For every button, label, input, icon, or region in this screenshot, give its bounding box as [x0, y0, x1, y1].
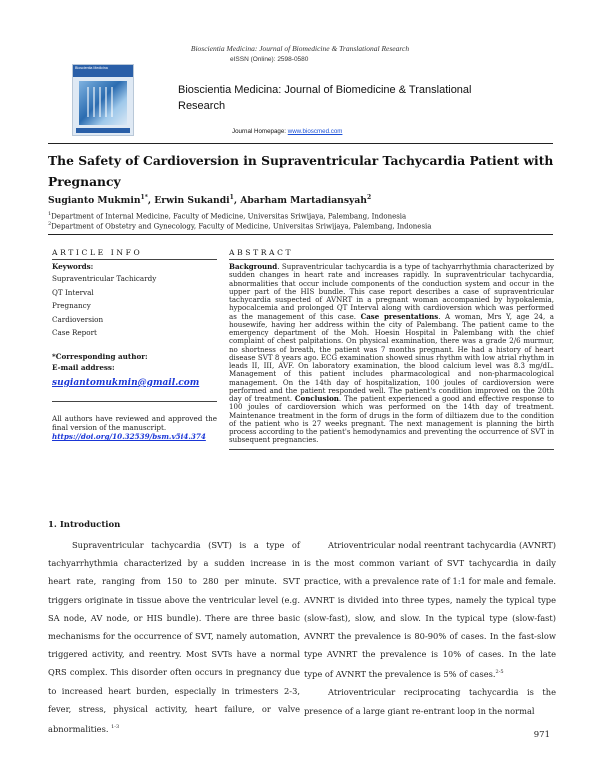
- info-divider: [52, 401, 217, 402]
- keyword-list: [52, 272, 217, 340]
- article-info-heading: ARTICLE INFO: [52, 248, 143, 257]
- case-label: Case presentations: [360, 311, 439, 321]
- author-name: Erwin Sukandi: [154, 195, 230, 207]
- abstract-heading: ABSTRACT: [229, 248, 294, 257]
- body-column-right: [304, 536, 556, 720]
- keyword: Case Report: [52, 328, 97, 338]
- cover-title: Bioscientia Medicina: [73, 65, 133, 77]
- article-info-panel: [52, 248, 217, 441]
- page-number: 971: [533, 730, 550, 740]
- abstract-divider: [229, 259, 554, 260]
- journal-cover-image: [72, 64, 134, 136]
- keyword: Cardioversion: [52, 314, 104, 324]
- header-divider: [48, 143, 553, 144]
- homepage-link[interactable]: www.bioscmed.com: [287, 128, 343, 135]
- affiliation: $^1$Department of Internal Medicine, Faculty of Medicine, Universitas Sriwijaya, Palembang, Indonesia: [48, 211, 407, 221]
- author-name: Abarham Martadiansyah: [240, 195, 367, 207]
- abstract-divider: [229, 449, 554, 450]
- keyword: QT Interval: [52, 287, 94, 297]
- author-name: Sugianto Mukmin: [48, 195, 141, 207]
- cover-footer-band: [76, 128, 130, 133]
- author-list: Sugianto Mukmin$^{1*}$, Erwin Sukandi$^1$, Abarham Martadiansyah$^2$: [48, 194, 372, 207]
- paragraph: Atrioventricular nodal reentrant tachycardia (AVNRT) is the most common variant of SVT tachycardia in daily practice, with a prevalence rate of 1:1 for male and female. AVNRT is divided into three types, namely the typical type (slow-fast), slow, and slow. In the typical type (slow-fast) AVNRT the prevalence is 80-90% of cases. In the fast-slow type AVNRT the prevalence is 10% of cases. In the late type of AVNRT the prevalence is 5% of cases.$^{2-5}$: [304, 540, 556, 680]
- conclusion-label: Conclusion: [294, 394, 339, 403]
- background-label: Background: [229, 262, 278, 271]
- corresponding-author-label: *Corresponding author:: [52, 351, 148, 361]
- journal-masthead: [70, 56, 540, 144]
- article-title: The Safety of Cardioversion in Supraventricular Tachycardia Patient with Pregnancy: [48, 153, 554, 189]
- section-divider: [48, 234, 553, 235]
- info-divider: [52, 259, 217, 260]
- cover-illustration: [79, 81, 127, 125]
- journal-homepage: [232, 128, 342, 135]
- keyword: Pregnancy: [52, 301, 91, 311]
- approval-statement: All authors have reviewed and approved the final version of the manuscript.: [52, 413, 217, 432]
- author-email-link[interactable]: sugiantomukmin@gmail.com: [52, 377, 200, 388]
- issn: eISSN (Online): 2598-0580: [230, 56, 309, 63]
- doi-link[interactable]: https://doi.org/10.32539/bsm.v5i4.374: [52, 432, 206, 442]
- keyword: Supraventricular Tachicardy: [52, 274, 157, 283]
- abstract-panel: [229, 248, 554, 450]
- running-head: Bioscientia Medicina: Journal of Biomedicine & Translational Research: [190, 44, 410, 53]
- paragraph: Supraventricular tachycardia (SVT) is a type of tachyarrhythmia characterized by a sudden increase in heart rate, ranging from 150 to 280 per minute. SVT triggers originate in tissue above the ventricular level (e.g. SA node, AV node, or HIS bundle). There are three basic mechanisms for the occurrence of SVT, namely automation, triggered activity, and reentry. Most SVTs have a normal QRS complex. This disorder often occurs in pregnancy due to increased heart burden, especially in trimesters 2-3, fever, stress, physical activity, heart failure, or valve abnormalities. $^{1-3}$: [48, 540, 300, 734]
- affiliation: $^2$Department of Obstetry and Gynecology, Faculty of Medicine, Universitas Sriwijaya, Palembang, Indonesia: [48, 221, 432, 231]
- body-column-left: [48, 536, 300, 738]
- homepage-label: Journal Homepage:: [232, 128, 287, 135]
- journal-name: Bioscientia Medicina: Journal of Biomedicine & Translational Research: [178, 84, 472, 112]
- keywords-label: Keywords:: [52, 262, 94, 271]
- introduction-heading: 1. Introduction: [48, 520, 121, 530]
- email-label: E-mail address:: [52, 362, 115, 372]
- abstract-text: Background. Supraventricular tachycardia is a type of tachyarrhythmia characterized by sudden changes in heart rate and increases rapidly. In supraventricular tachycardia, abnormalities that occur include components of the conduction system and occur in the upper part of the HIS bundle. This case report describes a case of supraventricular tachycardia suspected of AVNRT in a pregnant woman accompanied by hypokalemia, hypocalcemia and prolonged QT Interval along with cardioversion which was performed as the management of this case. Case presentations. A woman, Mrs Y, age 24, a housewife, having her address within the city of Palembang. The patient came to the emergency department of the Moh. Hoesin Hospital in Palembang with the chief complaint of chest palpitations. On physical examination, there was a grade 2/6 murmur, no shortness of breath, the patient was 7 months pregnant. He had a history of heart disease SVT 8 years ago. ECG examination showed sinus rhythm with low atrial rhythm in leads II, III, AVF. On laboratory examination, the blood calcium level was 8.3 mg/dL. Management of this patient includes pharmacological and non-pharmacological management. On the 14th day of hospitalization, 100 joules of cardioversion were performed and the patient responded well. The patient's condition improved on the 20th day of treatment. Conclusion. The patient experienced a good and effective response to 100 joules of cardioversion which was performed on the 14th day of treatment. Maintenance treatment in the form of drugs in the form of diltiazem due to the condition of the patient who is 27 weeks pregnant. The next management is planning the birth process according to the patient's hemodynamics and preventing the occurrence of SVT in subsequent pregnancies.: [229, 262, 554, 445]
- paragraph: Atrioventricular reciprocating tachycardia is the presence of a large giant re-entrant loop in the normal: [304, 687, 556, 716]
